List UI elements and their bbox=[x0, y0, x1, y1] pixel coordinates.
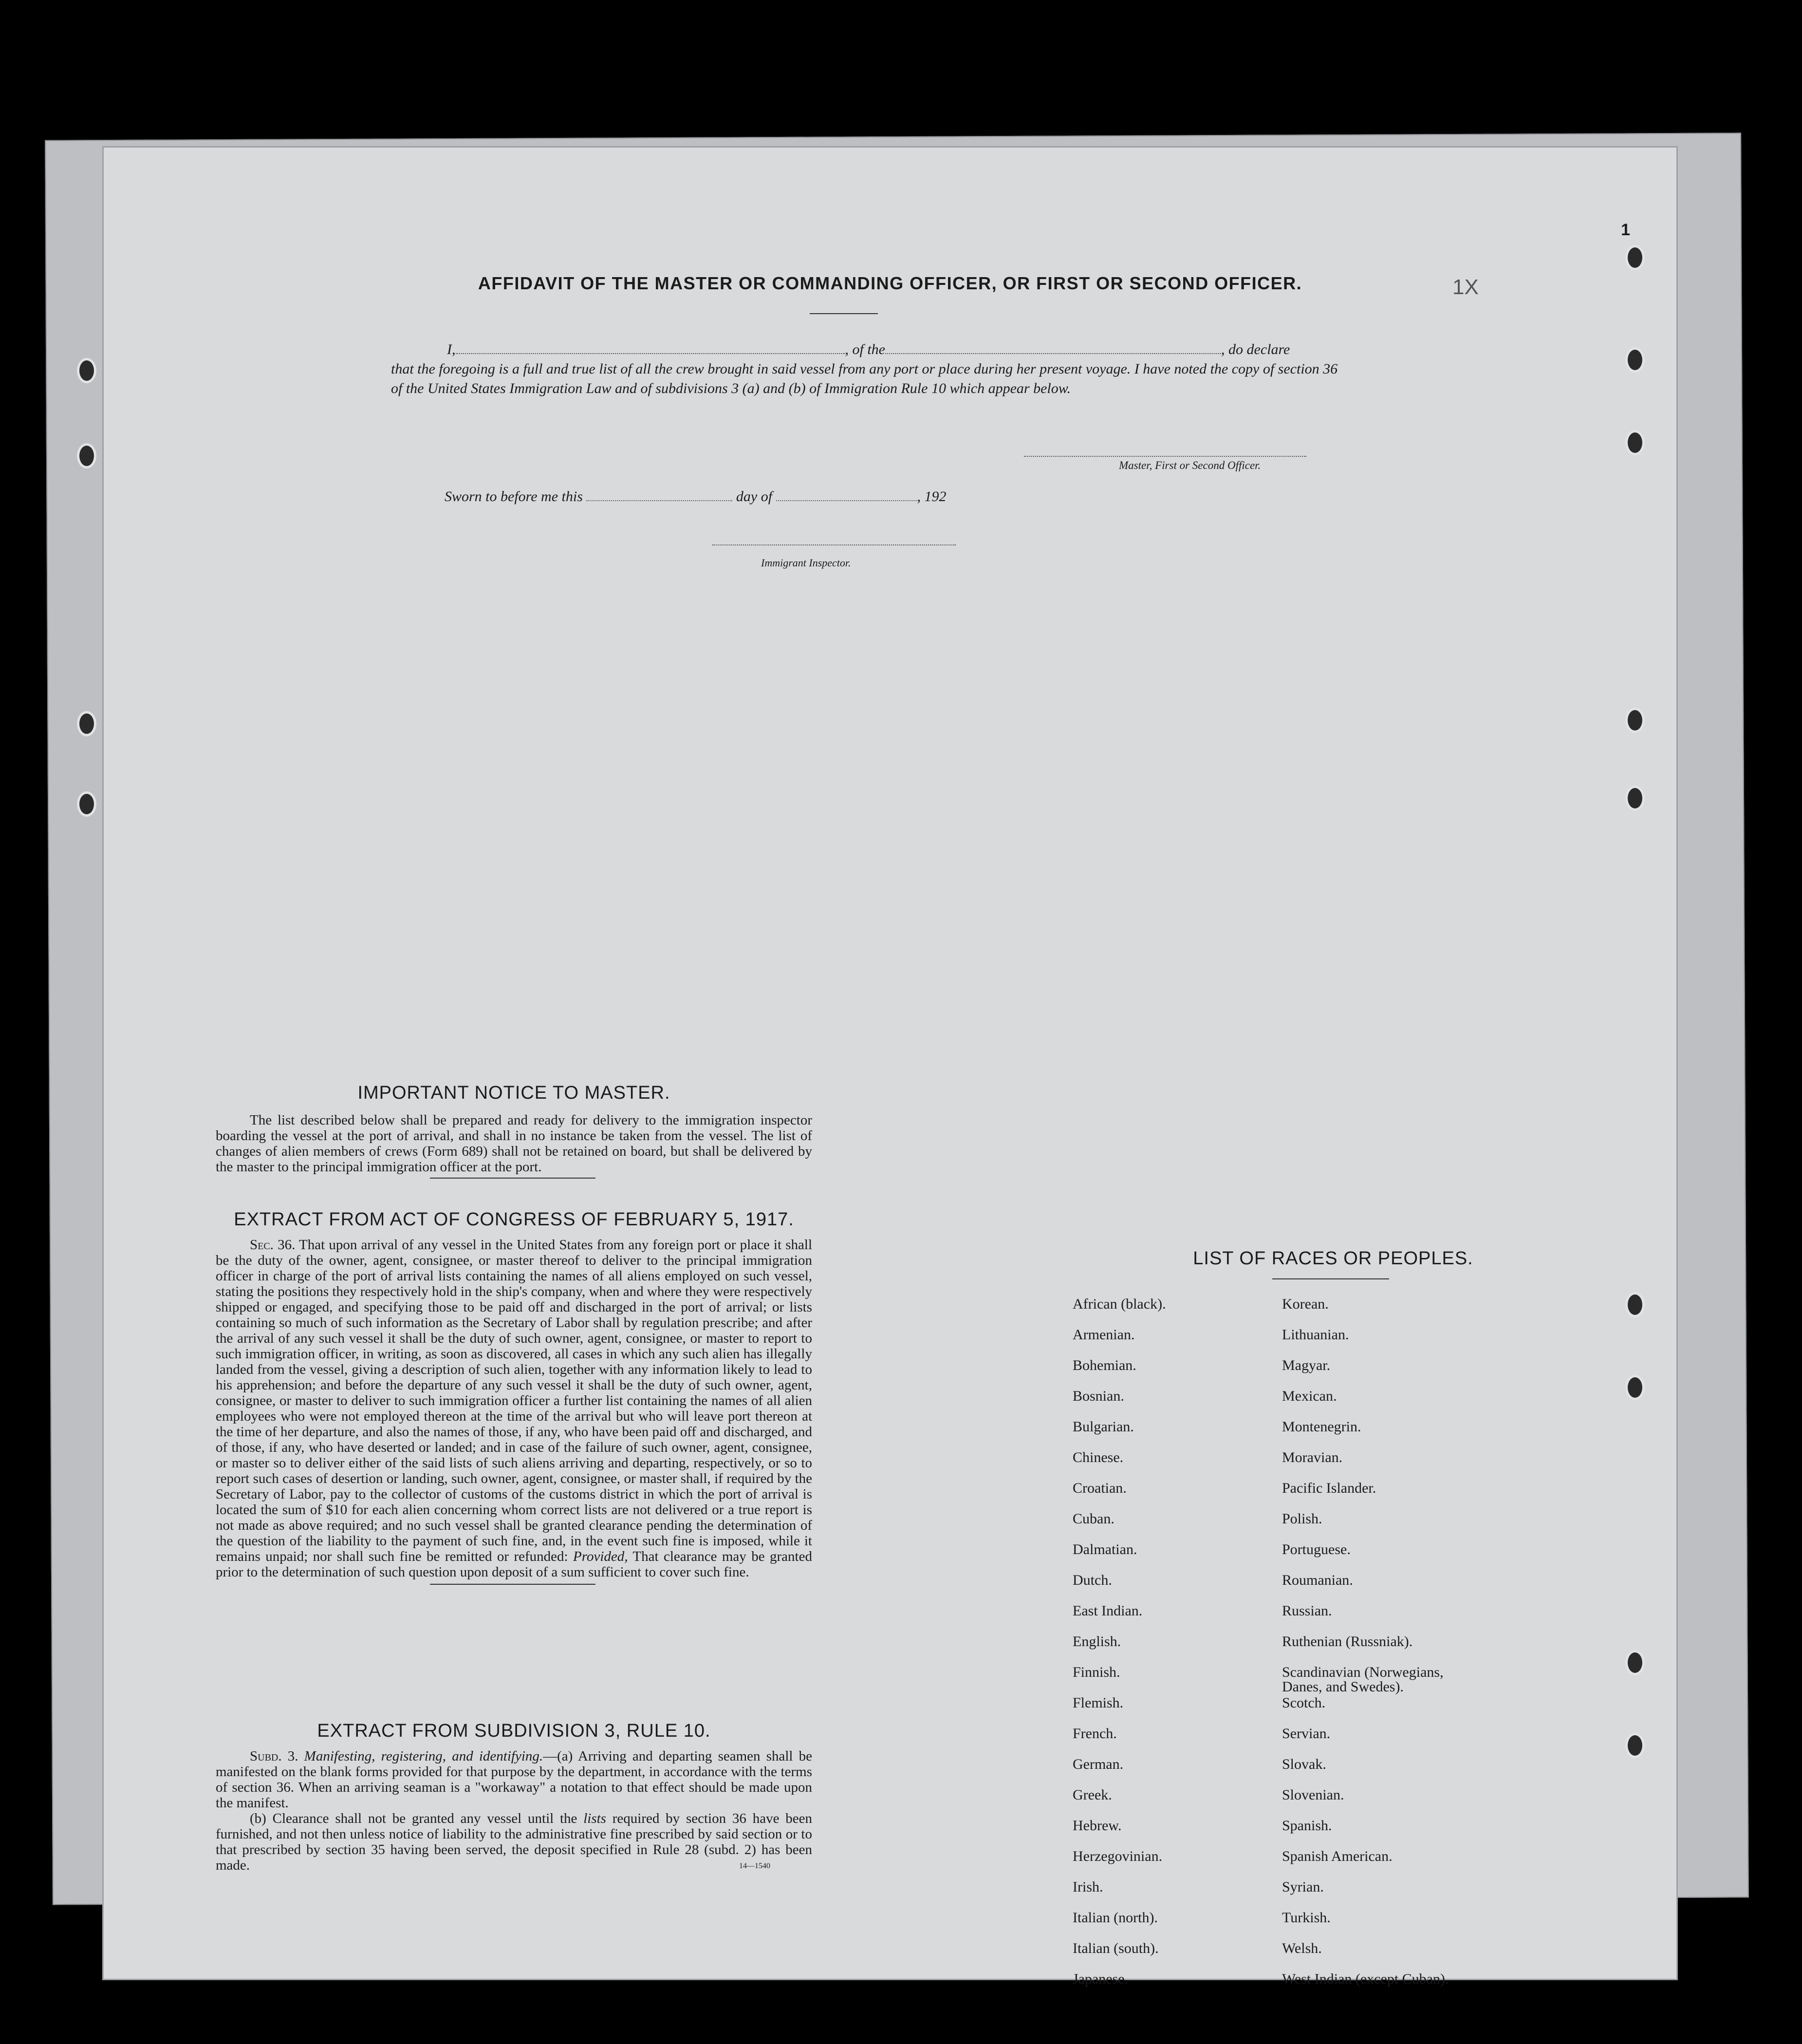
race-item: Bohemian. bbox=[1073, 1357, 1136, 1373]
affidavit-declaration-line bbox=[391, 340, 1345, 359]
divider bbox=[810, 313, 878, 314]
binder-hole-icon bbox=[1625, 708, 1645, 733]
race-item: Flemish. bbox=[1073, 1695, 1124, 1711]
race-item: Dutch. bbox=[1073, 1572, 1112, 1588]
race-item: Irish. bbox=[1073, 1879, 1103, 1895]
race-item: Portuguese. bbox=[1282, 1541, 1351, 1557]
race-item: Korean. bbox=[1282, 1296, 1329, 1312]
binder-hole-icon bbox=[77, 711, 96, 736]
notice-body-text: The list described below shall be prepared and ready for delivery to the immigration inspector boarding the vessel at the port of arrival, and shall in no instance be taken from the vessel. The list of changes of alien members of crews (Form 689) shall not be retained on board, but shall be delivered by the master to the principal immigration officer at the port. bbox=[216, 1112, 812, 1175]
race-item: Moravian. bbox=[1282, 1449, 1343, 1465]
act-body bbox=[216, 1237, 812, 1580]
affidavit-text bbox=[391, 340, 1345, 398]
binder-hole-icon bbox=[1625, 786, 1645, 811]
binder-hole-icon bbox=[77, 443, 96, 469]
race-item: Ruthenian (Russniak). bbox=[1282, 1633, 1413, 1650]
notice-title: IMPORTANT NOTICE TO MASTER. bbox=[357, 1083, 670, 1103]
race-item: Lithuanian. bbox=[1282, 1327, 1349, 1343]
corner-mark: 1X bbox=[1452, 275, 1479, 299]
race-item: Mexican. bbox=[1282, 1388, 1337, 1404]
act-section bbox=[216, 1209, 812, 1585]
binder-hole-icon bbox=[1625, 245, 1645, 270]
race-item: Roumanian. bbox=[1282, 1572, 1353, 1588]
para-b-start: Clearance shall not be granted any vessel until the bbox=[272, 1811, 577, 1826]
month-blank[interactable] bbox=[776, 500, 917, 501]
race-item: Cuban. bbox=[1073, 1511, 1115, 1527]
affidavit-title: AFFIDAVIT OF THE MASTER OR COMMANDING OFFICER, OR FIRST OR SECOND OFFICER. bbox=[478, 273, 1302, 293]
binder-hole-icon bbox=[77, 358, 96, 383]
race-item: Russian. bbox=[1282, 1603, 1332, 1619]
binder-hole-icon bbox=[1625, 1650, 1645, 1675]
race-item: French. bbox=[1073, 1725, 1117, 1742]
race-item: Scotch. bbox=[1282, 1695, 1326, 1711]
race-item: Herzegovinian. bbox=[1073, 1848, 1163, 1864]
sworn-year: , 192 bbox=[917, 488, 947, 505]
binder-hole-icon bbox=[1625, 1375, 1645, 1400]
race-item: Dalmatian. bbox=[1073, 1541, 1137, 1557]
race-item: Finnish. bbox=[1073, 1664, 1120, 1680]
notice-body bbox=[216, 1112, 812, 1175]
race-item: Spanish American. bbox=[1282, 1848, 1393, 1864]
race-item: Italian (south). bbox=[1073, 1940, 1159, 1956]
act-body-end: That clearance may be granted prior to the determination of such question upon deposit of a sum sufficient to cover such fine. bbox=[216, 1549, 812, 1580]
race-item: Magyar. bbox=[1282, 1357, 1331, 1373]
binder-hole-icon bbox=[1625, 347, 1645, 373]
sworn-line bbox=[445, 488, 947, 505]
races-column-1 bbox=[1073, 1297, 1166, 2003]
rule-para-b bbox=[216, 1811, 812, 1873]
form-page bbox=[102, 146, 1678, 1987]
para-b-end: required by section 36 have been furnished, and not then unless notice of liability to the administrative fine prescribed by said section or to that prescribed by section 35 having been served, the deposit specified in Rule 28 (subd. 2) has been made. bbox=[216, 1811, 812, 1873]
act-body-text: That upon arrival of any vessel in the United States from any foreign port or place it shall be the duty of the owner, agent, consignee, or master thereof to deliver to the principal immigration officer in charge of the port of arrival lists containing the names of all aliens employed on such vessel, stating the positions they respectively hold in the ship's company, when and where they were respectively shipped or engaged, and specifying those to be paid off and discharged in the port of arrival; or lists containing so much of such information as the Secretary of Labor shall by regulation prescribe; and after the arrival of any such vessel it shall be the duty of such owner, agent, consignee, or master to report to such immigration officer, in writing, as soon as discovered, all cases in which any such alien has illegally landed from the vessel, giving a description of such alien, together with any information likely to lead to his apprehension; and before the departure of any such vessel it shall be the duty of such owner, agent, consignee, or master to deliver to such immigration officer a further list containing the names of all alien employees who were not employed thereon at the time of the arrival but who will leave port thereon at the time of her departure, and also the names of those, if any, who have been paid off and discharged, and of those, if any, who have deserted or landed; and in case of the failure of such owner, agent, consignee, or master so to deliver either of the said lists of such aliens arriving and departing, respectively, or so to report such cases of desertion or landing, such owner, agent, consignee, or master shall, if required by the Secretary of Labor, pay to the collector of customs of the customs district in which the port of arrival is located the sum of $10 for each alien concerning whom correct lists are not delivered or a true report is not made as above required; and no such vessel shall be granted clearance pending the determination of the question of the liability to the payment of such fine, and, in the event such fine is imposed, while it remains unpaid; nor shall such fine be remitted or refunded: bbox=[216, 1237, 812, 1564]
race-item: African (black). bbox=[1073, 1296, 1166, 1312]
race-item: Spanish. bbox=[1282, 1818, 1332, 1834]
race-item: Scandinavian (Norwegians, Danes, and Swedes). bbox=[1282, 1664, 1444, 1695]
rule-para-a bbox=[216, 1748, 812, 1811]
section-label: Sec. 36. bbox=[250, 1237, 296, 1253]
divider bbox=[430, 1584, 595, 1585]
binder-hole-icon bbox=[1625, 1292, 1645, 1317]
name-blank[interactable] bbox=[456, 353, 845, 354]
affidavit-body: that the foregoing is a full and true list of all the crew brought in said vessel from any port or place during her present voyage. I have noted the copy of section 36 of the United States Immigration Law and of subdivisions 3 (a) and (b) of Immigration Rule 10 which appear below. bbox=[391, 361, 1338, 396]
race-item: German. bbox=[1073, 1756, 1124, 1772]
sworn-start: Sworn to before me this bbox=[445, 488, 583, 505]
rule-section bbox=[216, 1721, 812, 1873]
race-item: Servian. bbox=[1282, 1725, 1331, 1742]
race-item: Croatian. bbox=[1073, 1480, 1127, 1496]
binder-hole-icon bbox=[1625, 430, 1645, 455]
inspector-label: Immigrant Inspector. bbox=[761, 557, 851, 569]
affidavit-of-the: , of the bbox=[845, 341, 885, 357]
race-item: Japanese. bbox=[1073, 1971, 1129, 1987]
vessel-blank[interactable] bbox=[885, 353, 1221, 354]
race-item: Syrian. bbox=[1282, 1879, 1324, 1895]
race-item: Slovak. bbox=[1282, 1756, 1326, 1772]
race-item: Welsh. bbox=[1282, 1940, 1322, 1956]
affidavit-i: I, bbox=[447, 341, 456, 357]
race-item: Greek. bbox=[1073, 1787, 1112, 1803]
para-a-text: —(a) Arriving and departing seamen shall be manifested on the blank forms provided for that purpose by the department, in accordance with the terms of section 36. When an arriving seaman is a "workaway" a notation to that effect should be made upon the manifest. bbox=[216, 1748, 812, 1811]
race-item: Bulgarian. bbox=[1073, 1419, 1134, 1435]
race-item: Hebrew. bbox=[1073, 1818, 1122, 1834]
race-item: Italian (north). bbox=[1073, 1910, 1158, 1926]
race-item: Slovenian. bbox=[1282, 1787, 1344, 1803]
race-item: Bosnian. bbox=[1073, 1388, 1124, 1404]
race-item: West Indian (except Cuban). bbox=[1282, 1971, 1449, 1987]
rule-title: EXTRACT FROM SUBDIVISION 3, RULE 10. bbox=[317, 1721, 711, 1741]
act-title: EXTRACT FROM ACT OF CONGRESS OF FEBRUARY 5, 1917. bbox=[234, 1209, 794, 1230]
affidavit-declare: , do declare bbox=[1221, 341, 1290, 357]
officer-label: Master, First or Second Officer. bbox=[1119, 459, 1261, 471]
race-item: East Indian. bbox=[1073, 1603, 1143, 1619]
lists-word: lists bbox=[583, 1811, 606, 1826]
race-item: Turkish. bbox=[1282, 1910, 1331, 1926]
race-item: Pacific Islander. bbox=[1282, 1480, 1376, 1496]
subd-label: Subd. 3. bbox=[250, 1748, 298, 1764]
divider bbox=[430, 1178, 595, 1179]
inspector-signature-line[interactable] bbox=[712, 544, 956, 545]
subd-heading: Manifesting, registering, and identifying. bbox=[304, 1748, 543, 1764]
provided-word: Provided, bbox=[573, 1549, 628, 1564]
form-number: 14—1540 bbox=[739, 1862, 770, 1870]
race-item: Polish. bbox=[1282, 1511, 1322, 1527]
sworn-day: day of bbox=[736, 488, 773, 505]
binder-hole-icon bbox=[77, 791, 96, 817]
races-column-2 bbox=[1282, 1297, 1486, 2003]
officer-signature-line[interactable] bbox=[1024, 456, 1306, 457]
race-item: English. bbox=[1073, 1633, 1121, 1650]
binder-hole-icon bbox=[1625, 1733, 1645, 1758]
divider bbox=[1272, 1278, 1389, 1279]
races-title: LIST OF RACES OR PEOPLES. bbox=[1193, 1248, 1473, 1269]
page-mark: 1 bbox=[1621, 221, 1630, 239]
race-item: Chinese. bbox=[1073, 1449, 1124, 1465]
day-blank[interactable] bbox=[586, 500, 732, 501]
para-b-label: (b) bbox=[250, 1811, 266, 1826]
race-item: Montenegrin. bbox=[1282, 1419, 1361, 1435]
race-item: Armenian. bbox=[1073, 1327, 1135, 1343]
notice-section bbox=[216, 1083, 812, 1179]
